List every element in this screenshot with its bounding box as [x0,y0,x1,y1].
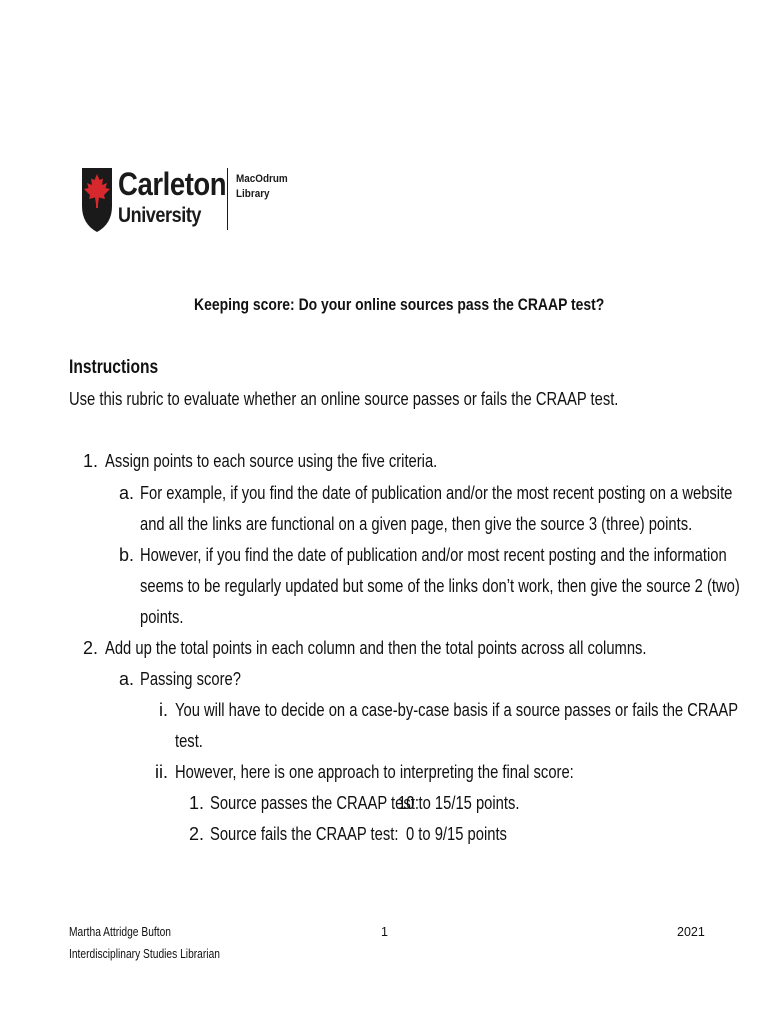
logo-library-line1: MacOdrum [236,173,288,185]
list-item-2-text: Add up the total points in each column and then the total points across all columns. [105,638,647,658]
score-fail-value: 0 to 9/15 points [406,824,507,844]
logo-wordmark [118,166,244,228]
score-pass-label: Source passes the CRAAP test: [210,793,419,813]
list-marker-2a-i: i. [159,700,168,720]
list-marker-score-2: 2. [188,824,204,844]
list-marker-1a: a. [118,483,134,503]
document-title: Keeping score: Do your online sources pass the CRAAP test? [194,295,605,314]
list-marker-2a: a. [118,669,134,689]
footer-page-number: 1 [381,925,388,939]
list-marker-score-1: 1. [188,793,204,813]
score-pass-value: 10 to 15/15 points. [398,793,520,813]
list-marker-1b: b. [118,545,134,565]
footer-role: Interdisciplinary Studies Librarian [69,947,220,961]
list-item-1b-line2: seems to be regularly updated but some of the links don’t work, then give the source 2 (two) [140,576,740,596]
logo-subtitle: University [118,204,202,227]
instructions-heading: Instructions [69,357,159,378]
score-fail-label: Source fails the CRAAP test: [210,824,399,844]
shield-maple-leaf-icon [80,166,114,234]
logo-divider [227,168,228,230]
list-item-1b-line1: However, if you find the date of publication and/or most recent posting and the information [140,545,727,565]
carleton-logo [80,166,288,236]
list-item-2a-text: Passing score? [140,669,241,689]
logo-name: Carleton [118,166,227,202]
list-marker-2a-ii: ii. [155,762,168,782]
list-item-1-text: Assign points to each source using the five criteria. [105,451,438,471]
list-item-2a-i-line2: test. [175,731,203,751]
list-item-1b-line3: points. [140,607,184,627]
logo-library [236,172,288,202]
footer-author: Martha Attridge Bufton [69,925,172,939]
logo-library-line2: Library [236,188,270,200]
list-item-1a-line1: For example, if you find the date of publication and/or the most recent posting on a website [140,483,733,503]
list-item-1a-line2: and all the links are functional on a given page, then give the source 3 (three) points. [140,514,693,534]
intro-text: Use this rubric to evaluate whether an online source passes or fails the CRAAP test. [69,389,619,409]
list-item-2a-i-line1: You will have to decide on a case-by-case basis if a source passes or fails the CRAAP [175,700,739,720]
footer-year: 2021 [677,925,705,939]
list-marker-2: 2. [82,638,98,658]
list-item-2a-ii-text: However, here is one approach to interpreting the final score: [175,762,574,782]
list-marker-1: 1. [82,451,98,471]
